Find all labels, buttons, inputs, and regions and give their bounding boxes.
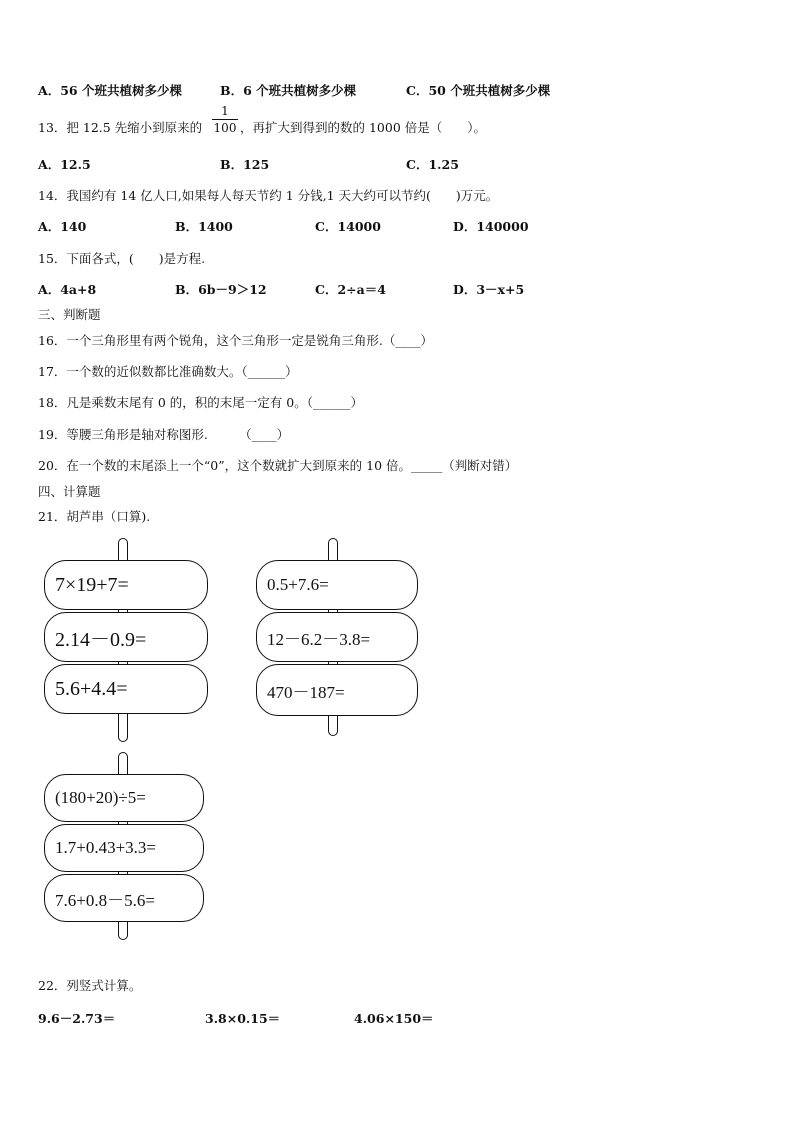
q15-option-a: A．4a+8: [38, 282, 97, 297]
q13-option-a: A．12.5: [38, 157, 91, 172]
q13-option-b: B．125: [220, 157, 270, 172]
q22-item-2: 3.8×0.15＝: [205, 1011, 281, 1026]
question-22: 22．列竖式计算。: [38, 978, 142, 993]
q12-option-a: A．56 个班共植树多少棵: [38, 83, 182, 98]
q14-option-b: B．1400: [175, 219, 233, 234]
skewer-2-bead-3: 470－187=: [256, 664, 418, 716]
question-14: 14．我国约有 14 亿人口,如果每人每天节约 1 分钱,1 天大约可以节约( )万元。: [38, 188, 499, 203]
skewer-2-bead-1: 0.5+7.6=: [256, 560, 418, 610]
skewer-1-bead-2: 2.14－0.9=: [44, 612, 208, 662]
question-18: 18．凡是乘数末尾有 0 的，积的末尾一定有 0。（______）: [38, 395, 363, 410]
q14-option-c: C．14000: [315, 219, 381, 234]
q12-option-c: C．50 个班共植树多少棵: [406, 83, 551, 98]
skewer-2-bead-2: 12－6.2－3.8=: [256, 612, 418, 662]
q13-text-before: 13．把 12.5 先缩小到原来的: [38, 120, 203, 135]
skewer-3-bead-3: 7.6+0.8－5.6=: [44, 874, 204, 922]
question-21: 21．胡芦串（口算).: [38, 509, 151, 524]
skewer-1-bead-1: 7×19+7=: [44, 560, 208, 610]
question-20: 20．在一个数的末尾添上一个“0”，这个数就扩大到原来的 10 倍。_____（判断对错）: [38, 458, 518, 473]
q15-option-d: D．3－x+5: [453, 282, 525, 297]
question-16: 16．一个三角形里有两个锐角，这个三角形一定是锐角三角形.（____）: [38, 333, 433, 348]
q13-option-c: C．1.25: [406, 157, 459, 172]
question-15: 15．下面各式，( )是方程.: [38, 251, 206, 266]
q15-option-b: B．6b－9＞12: [175, 282, 267, 297]
q15-option-c: C．2÷a＝4: [315, 282, 386, 297]
skewer-3-bead-2: 1.7+0.43+3.3=: [44, 824, 204, 872]
q13-fraction-numerator: 1: [221, 104, 229, 118]
q22-item-3: 4.06×150＝: [354, 1011, 434, 1026]
q14-option-a: A．140: [38, 219, 87, 234]
q12-option-b: B．6 个班共植树多少棵: [220, 83, 357, 98]
q13-fraction: [212, 104, 238, 135]
skewer-3-bead-1: (180+20)÷5=: [44, 774, 204, 822]
q14-option-d: D．140000: [453, 219, 529, 234]
question-19: 19．等腰三角形是轴对称图形. （____）: [38, 427, 290, 442]
q22-item-1: 9.6－2.73＝: [38, 1011, 116, 1026]
section-4-heading: 四、计算题: [38, 484, 101, 499]
q13-fraction-denominator: 100: [213, 121, 237, 135]
skewer-1-bead-3: 5.6+4.4=: [44, 664, 208, 714]
question-13: [38, 120, 202, 136]
q13-text-after: ，再扩大到得到的数的 1000 倍是（ ）。: [240, 120, 487, 135]
section-3-heading: 三、判断题: [38, 307, 101, 322]
question-17: 17．一个数的近似数都比准确数大。（______）: [38, 364, 298, 379]
